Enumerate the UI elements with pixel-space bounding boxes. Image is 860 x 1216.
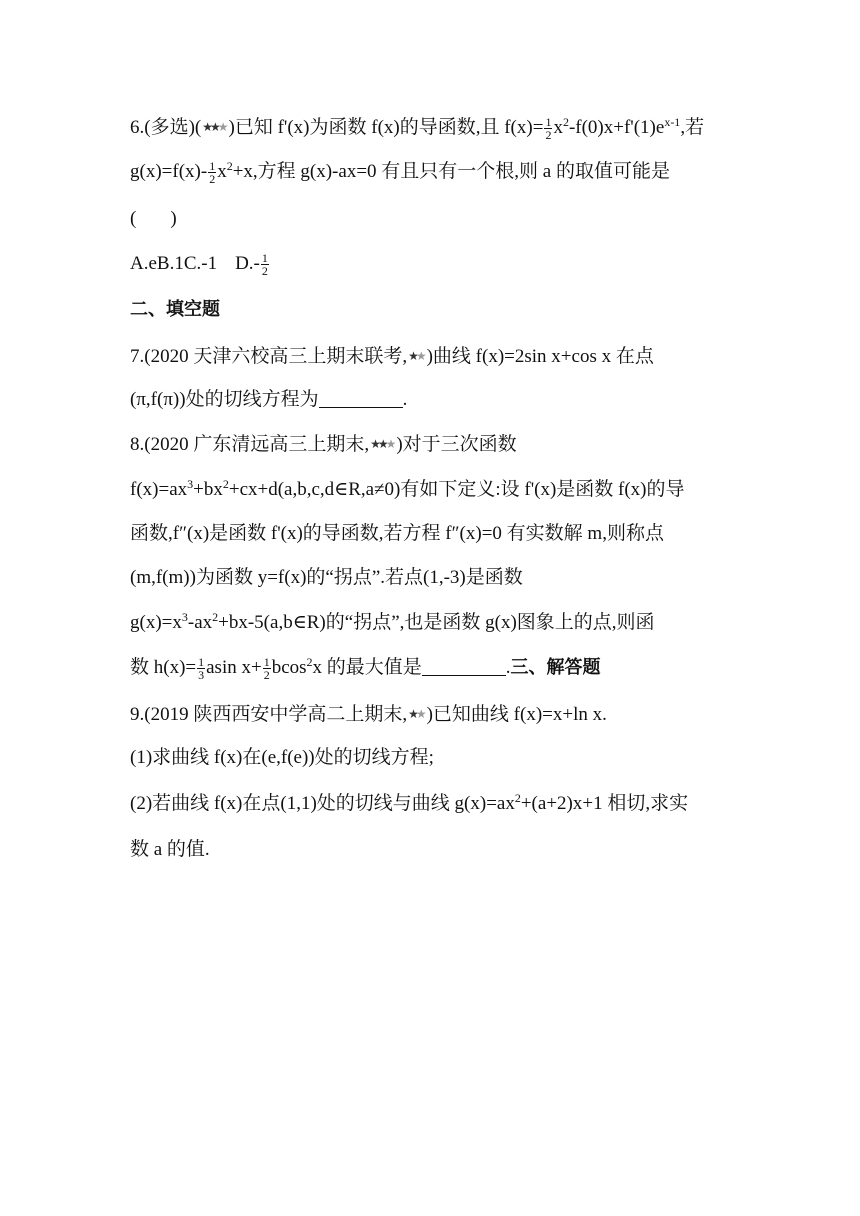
q6-text-1: )已知 f'(x)为函数 f(x)的导函数,且 f(x)= [228,117,544,138]
q8-text-4: +cx+d(a,b,c,d∈R,a≠0)有如下定义:设 f'(x)是函数 f(x)的导 [228,479,685,500]
q8-line-5 [130,611,655,635]
exponent: 2 [514,791,521,805]
q8-text-7: +bx-5(a,b∈R)的“拐点”,也是函数 g(x)图象上的点,则函 [218,612,655,633]
fraction-half: $\frac{1}{2}$ [261,251,268,279]
q8-line-1 [130,432,517,457]
q6-line-2 [130,160,670,185]
q9-prefix: 9.(2019 陕西西安中学高二上期末, [130,704,408,725]
q8-line-3: 函数,f″(x)是函数 f'(x)的导函数,若方程 f″(x)=0 有实数解 m,则称点 [130,523,664,544]
q9-part-1: (1)求曲线 f(x)在(e,f(e))处的切线方程; [130,747,434,768]
difficulty-stars-icon: ★★ [408,707,424,721]
fraction-half: $\frac{1}{2}$ [545,115,552,143]
q6-text-2: -f(0)x+f'(1)e [568,117,665,138]
q7-text-2: (π,f(π))处的切线方程为 [130,389,319,410]
exponent: 3 [187,477,194,491]
difficulty-stars-icon: ★★★ [202,120,226,134]
exponent: 3 [181,610,188,624]
q6-text-3: ,若 [680,117,705,138]
q9-text-1: )已知曲线 f(x)=x+ln x. [426,704,607,725]
answer-blank [422,657,506,676]
q9-text-2: (2)若曲线 f(x)在点(1,1)处的切线与曲线 g(x)=ax [130,793,515,814]
exponent: 2 [212,610,219,624]
answer-blank [319,389,403,408]
q8-text-10: bcos [271,657,307,678]
q7-prefix: 7.(2020 天津六校高三上期末联考, [130,346,408,367]
q6-text-5: +x,方程 g(x)-ax=0 有且只有一个根,则 a 的取值可能是 [232,161,670,182]
q8-text-8: 数 h(x)= [130,657,197,678]
paren-close: ) [170,208,177,229]
q8-text-3: +bx [193,479,223,500]
q7-period: . [402,389,408,410]
q7-line-1 [130,344,654,369]
q6-options [130,252,270,277]
q9-part-2-line-2: 数 a 的值. [130,839,210,860]
section-heading-fill-in: 二、填空题 [130,299,220,320]
q6-line-1 [130,115,704,141]
fraction-half: $\frac{1}{2}$ [263,655,270,683]
exponent: 2 [306,655,313,669]
difficulty-stars-icon: ★★★ [370,437,394,451]
q6-answer-paren [130,207,177,231]
difficulty-stars-icon: ★★ [408,349,424,363]
q7-text-1: )曲线 f(x)=2sin x+cos x 在点 [426,346,654,367]
q8-period: . [505,657,511,678]
q6-text-4: g(x)=f(x)- [130,161,208,182]
q6-var: x [217,161,227,182]
q8-text-5: g(x)=x [130,612,182,633]
exponent: 2 [562,115,569,129]
q6-option-d: D.- [235,253,260,274]
fraction-half: $\frac{1}{2}$ [209,159,216,187]
q8-line-6 [130,656,601,681]
q9-line-1 [130,702,607,727]
q8-prefix: 8.(2020 广东清远高三上期末, [130,434,370,455]
q8-text-9: asin x+ [206,657,262,678]
q6-prefix: 6.(多选)( [130,117,202,138]
q6-options-abc: A.eB.1C.-1 [130,253,218,274]
paren-open: ( [130,208,137,229]
q7-line-2 [130,388,407,412]
q8-line-2 [130,478,685,502]
exponent: 2 [226,159,233,173]
q8-text-1: )对于三次函数 [396,434,517,455]
q8-text-11: x 的最大值是 [312,657,422,678]
q9-part-2-line-1 [130,792,688,816]
q8-line-4: (m,f(m))为函数 y=f(x)的“拐点”.若点(1,-3)是函数 [130,567,523,588]
exponent: x-1 [664,115,681,129]
q8-text-6: -ax [187,612,213,633]
q6-var: x [553,117,563,138]
q8-text-2: f(x)=ax [130,479,188,500]
q9-text-3: +(a+2)x+1 相切,求实 [520,793,689,814]
section-heading-solutions: 三、解答题 [510,657,601,678]
exponent: 2 [222,477,229,491]
fraction-third: $\frac{1}{3}$ [198,655,205,683]
